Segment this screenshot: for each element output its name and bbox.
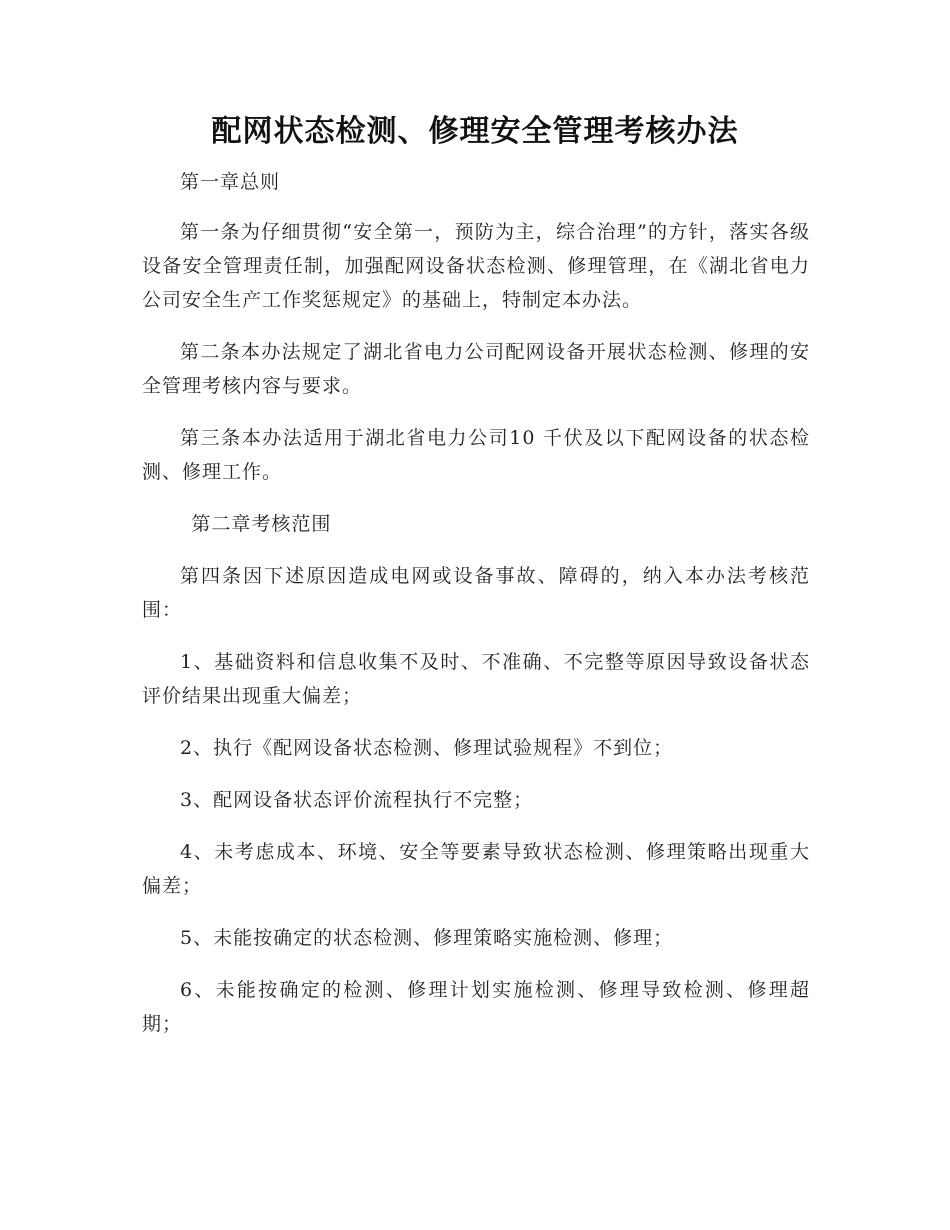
document-body — [142, 165, 810, 1041]
article-paragraph: 第四条因下述原因造成电网或设备事故、障碍的，纳入本办法考核范围： — [142, 565, 810, 621]
list-item: 4、未考虑成本、环境、安全等要素导致状态检测、修理策略出现重大偏差； — [142, 841, 810, 897]
list-item: 5、未能按确定的状态检测、修理策略实施检测、修理； — [180, 927, 674, 949]
list-item: 6、未能按确定的检测、修理计划实施检测、修理导致检测、修理超期； — [142, 979, 810, 1035]
article-paragraph: 第二条本办法规定了湖北省电力公司配网设备开展状态检测、修理的安全管理考核内容与要求。 — [142, 341, 810, 397]
chapter-heading: 第一章总则 — [180, 171, 281, 193]
list-item: 1、基础资料和信息收集不及时、不准确、不完整等原因导致设备状态评价结果出现重大偏差； — [142, 651, 810, 707]
article-paragraph: 第三条本办法适用于湖北省电力公司10 千伏及以下配网设备的状态检测、修理工作。 — [142, 427, 810, 483]
chapter-heading: 第二章考核范围 — [191, 513, 332, 535]
list-item: 2、执行《配网设备状态检测、修理试验规程》不到位； — [180, 737, 674, 759]
document-title: 配网状态检测、修理安全管理考核办法 — [211, 114, 739, 149]
list-item: 3、配网设备状态评价流程执行不完整； — [180, 789, 534, 811]
article-paragraph: 第一条为仔细贯彻“安全第一，预防为主，综合治理”的方针，落实各级设备安全管理责任制，加强配网设备状态检测、修理管理，在《湖北省电力公司安全生产工作奖惩规定》的基础上，特制定本办法。 — [142, 221, 810, 311]
